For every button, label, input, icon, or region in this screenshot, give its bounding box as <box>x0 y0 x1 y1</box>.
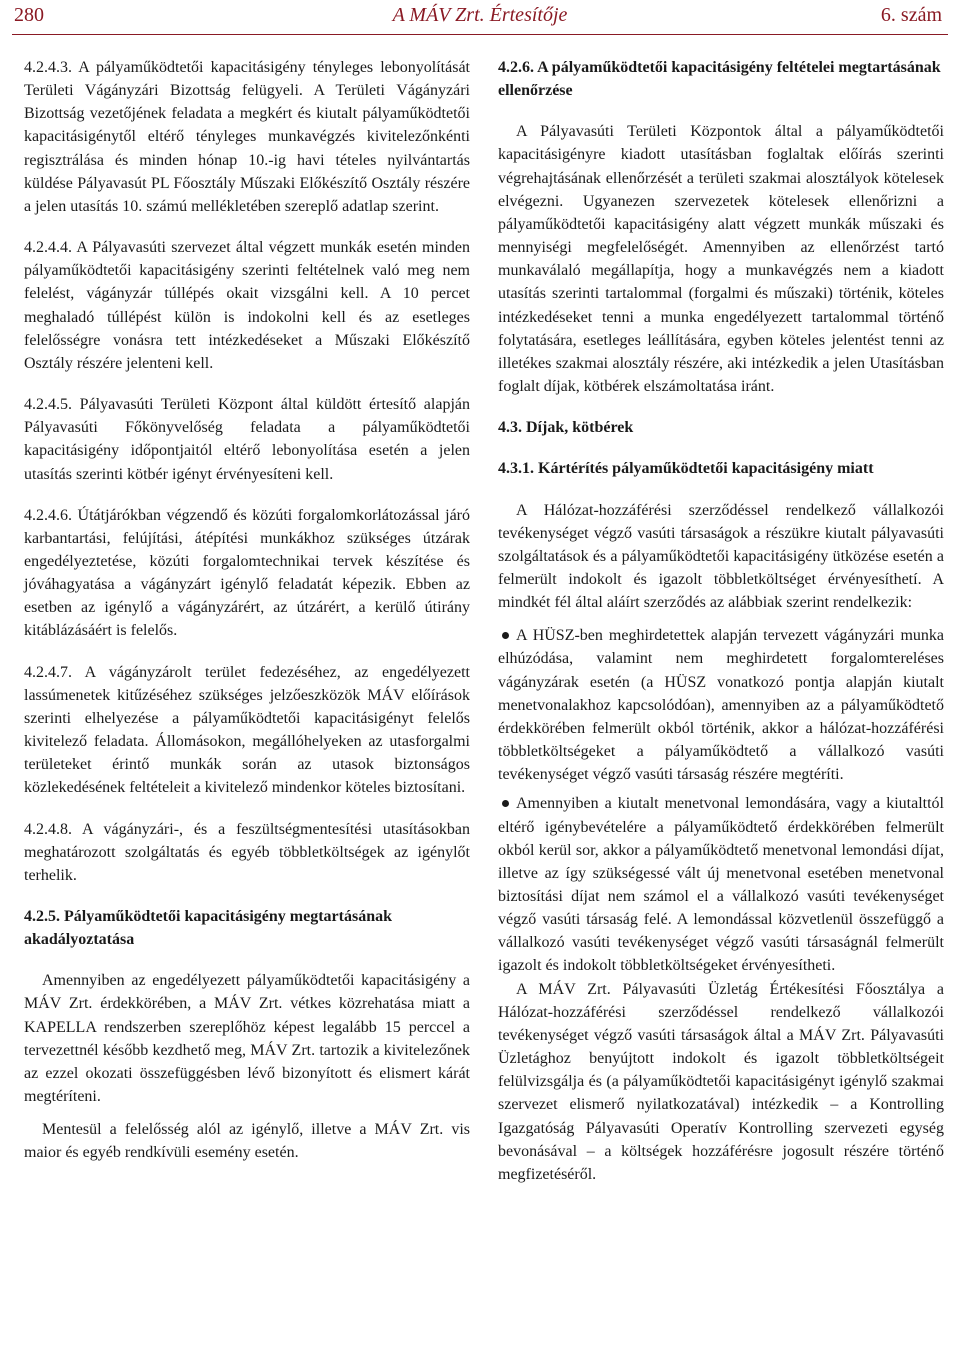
section-4-2-4-8: 4.2.4.8. A vágányzári-, és a feszültségmentesítési utasításokban meghatározott szolgáltatás és egyéb többletköltségek az igénylőt terhelik. <box>24 820 470 884</box>
heading-4-2-5: 4.2.5. Pályaműködtetői kapacitásigény megtartásának akadályoztatása <box>24 908 392 949</box>
compensation-list <box>498 624 944 977</box>
left-column <box>24 56 470 1165</box>
header-rule <box>12 34 948 35</box>
paragraph-inspection: A Pályavasúti Területi Központok által a pályaműködtetői kapacitásigényre kiadott utasításban foglaltak előírás szerinti végrehajtásának ellenőrzését a területi szakmai alosztályok kötelesek elvégezni. Ugyanezen szervezetek kötelesek ellenőrizni a pályaműködtetői kapacitásigény alatt végzett munkák műszaki és mennyiségi megfelelőségét. Amennyiben az ellenőrzést tartó munkaválaló megállapítja, hogy a munkavégzés nem a kiadott utasítás szerinti tartalommal (forgalmi és műszaki) történik, köteles intézkedéseket tenni a munka engedélyezett tartalommal történő folytatására, esetleges leállítására, egyben köteles jelentést tenni az illetékes szakmai alosztály részére, aki intézkedik a jelen Utasításban foglalt díjak, kötbérek elszámoltatása iránt. <box>498 123 944 396</box>
heading-4-3-1: 4.3.1. Kártérítés pályaműködtetői kapacitásigény miatt <box>498 460 874 478</box>
paragraph-exemption: Mentesül a felelősség alól az igénylő, illetve a MÁV Zrt. vis maior és egyéb rendkívüli esemény esetén. <box>24 1121 470 1162</box>
list-item: Amennyiben a kiutalt menetvonal lemondására, vagy a kiutalttól eltérő igénybevételére a pályaműködtető érdekkörében felmerült okból kerül sor, akkor a pályaműködtető menetvonal lemondási díjat, illetve az így szükségessé vált új menetvonal esetében menetvonal biztosítási díjat nem számol el a vállalkozó vasúti tevékenységet végző vasúti társaság felé. A lemondással közvetlenül összefüggő a vállalkozó vasúti tevékenységet végző vasúti társaságnál felmerült igazolt és indokolt többletköltségeket érvényesítheti. <box>498 795 944 975</box>
page-header <box>0 0 960 34</box>
heading-4-3: 4.3. Díjak, kötbérek <box>498 419 634 437</box>
paragraph-compensation: A Hálózat-hozzáférési szerződéssel rendelkező vállalkozói tevékenységet végző vasúti társaságok a részükre kiutalt pályavasúti szolgáltatások és a pályaműködtetői kapacitásigény ütközése esetén a felmerült indokolt és igazolt többletköltséget érvényesíthetí. A mindkét fél által aláírt szerződés az alábbiak szerint rendelkezik: <box>498 501 944 612</box>
section-4-2-4-6: 4.2.4.6. Útátjárókban végzendő és közúti forgalomkorlátozással járó karbantartási, felújítási, átépítési munkákhoz szükséges útzárak engedélyeztetése, közúti forgalomtechnikai tervek készítése és jóváhagyatása a vágányzárt igénylő feladatát képezik. Ebben az esetben az igénylő a vágányzárért, az útzárért, a kerülő útirány kitáblázásáért is felelős. <box>24 506 470 640</box>
section-4-2-4-5: 4.2.4.5. Pályavasúti Területi Központ által küldött értesítő alapján Pályavasúti Főkönyvelőség feladata a pályaműködtetői kapacitásigény időpontjaitól eltérő lebonyolítása esetén a jelen utasítás szerinti kötbér igényt érvényesíteni kell. <box>24 396 470 483</box>
paragraph-obstruction: Amennyiben az engedélyezett pályaműködtetői kapacitásigény a MÁV Zrt. érdekkörében, a MÁV Zrt. vétkes közrehatása miatt a KAPELLA rendszerben szereplőhöz képest legalább 15 perccel a tervezettnél később kezdhető meg, MÁV Zrt. tartozik a kivitelezőnek az ezzel okozati összefüggésben lévő bizonyított és elismert kárát megtéríteni. <box>24 972 470 1106</box>
right-column <box>498 56 944 1186</box>
section-4-2-4-4: 4.2.4.4. A Pályavasúti szervezet által végzett munkák esetén minden pályaműködtetői kapacitásigény szerinti feltételnek való meg nem felelést, vágányzár túllépés okait vizsgálni kell. A 10 percet meghaladó túllépést külön is indokolni kell és az esetleges felelősségre vonásra tett intézkedéseket a Műszaki Előkészítő Osztály részére jelenteni kell. <box>24 239 470 372</box>
section-4-2-4-3: 4.2.4.3. A pályaműködtetői kapacitásigény tényleges lebonyolítását Területi Vágányzári Bizottság felügyeli. A Területi Vágányzári Bizottság vezetőjének feladata a megkért és kiutalt pályaműködtetői kapacitásigénytől eltérő tényleges munkavégzés kivitelezőnkénti regisztrálása és minden hónap 10.-ig havi tételes nyilvántartás küldése Pályavasút PL Főosztály Műszaki Előkészítő Osztály részére a jelen utasítás 10. számú mellékletében szereplő adatlap szerint. <box>24 59 470 215</box>
journal-title: A MÁV Zrt. Értesítője <box>392 4 568 26</box>
section-4-2-4-7: 4.2.4.7. A vágányzárolt terület fedezéséhez, az engedélyezett lassúmenetek kitűzéséhez szükséges jelzőeszközök MÁV előírások szerinti elhelyezése a pályaműködtetői kapacitásigényt felelős kivitelező feladata. Állomásokon, megállóhelyeken az utasforgalmi területeket érintő munkák során az utasok biztonságos közlekedésének feltételeit a kivitelező mindenkor köteles biztosítani. <box>24 663 470 797</box>
bullet-icon <box>502 800 509 807</box>
list-item: A HÜSZ-ben meghirdetettek alapján tervezett vágányzári munka elhúzódása, valamint nem meghirdetett forgalomtereléses vágányzárak esetén (a HÜSZ vonatkozó pontja alapján kiutalt menetvonalakhoz kapcsolódóan), amennyiben az a pályaműködtető érdekkörében felmerült okból történik, akkor a hálózat-hozzáférési többletköltségeket a pályaműködtető a vállalkozó vasúti tevékenységet végző vasúti társaság részére megtéríti. <box>498 627 944 784</box>
paragraph-review: A MÁV Zrt. Pályavasúti Üzletág Értékesítési Főosztálya a Hálózat-hozzáférési szerződéssel rendelkező vállalkozói tevékenységet végző vasúti társaságok által a MÁV Zrt. Pályavasúti Üzletághoz benyújtott indokolt és igazolt többletköltségeit felülvizsgálja és (a pályaműködtetői kapacitásigényt igénylő szakmai szervezet elismerő nyilatkozatával) intézkedik – a Kontrolling Igazgatóság Pályavasúti Operatív Kontrolling szervezeti egység bevonásával – a költségek hozzáférésre jogosult részére történő megfizetéséről. <box>498 980 944 1183</box>
issue-number: 6. szám <box>880 4 942 26</box>
heading-4-2-6: 4.2.6. A pályaműködtetői kapacitásigény feltételei megtartásának ellenőrzése <box>498 59 941 100</box>
page-number: 280 <box>14 4 44 26</box>
bullet-icon <box>502 632 509 639</box>
